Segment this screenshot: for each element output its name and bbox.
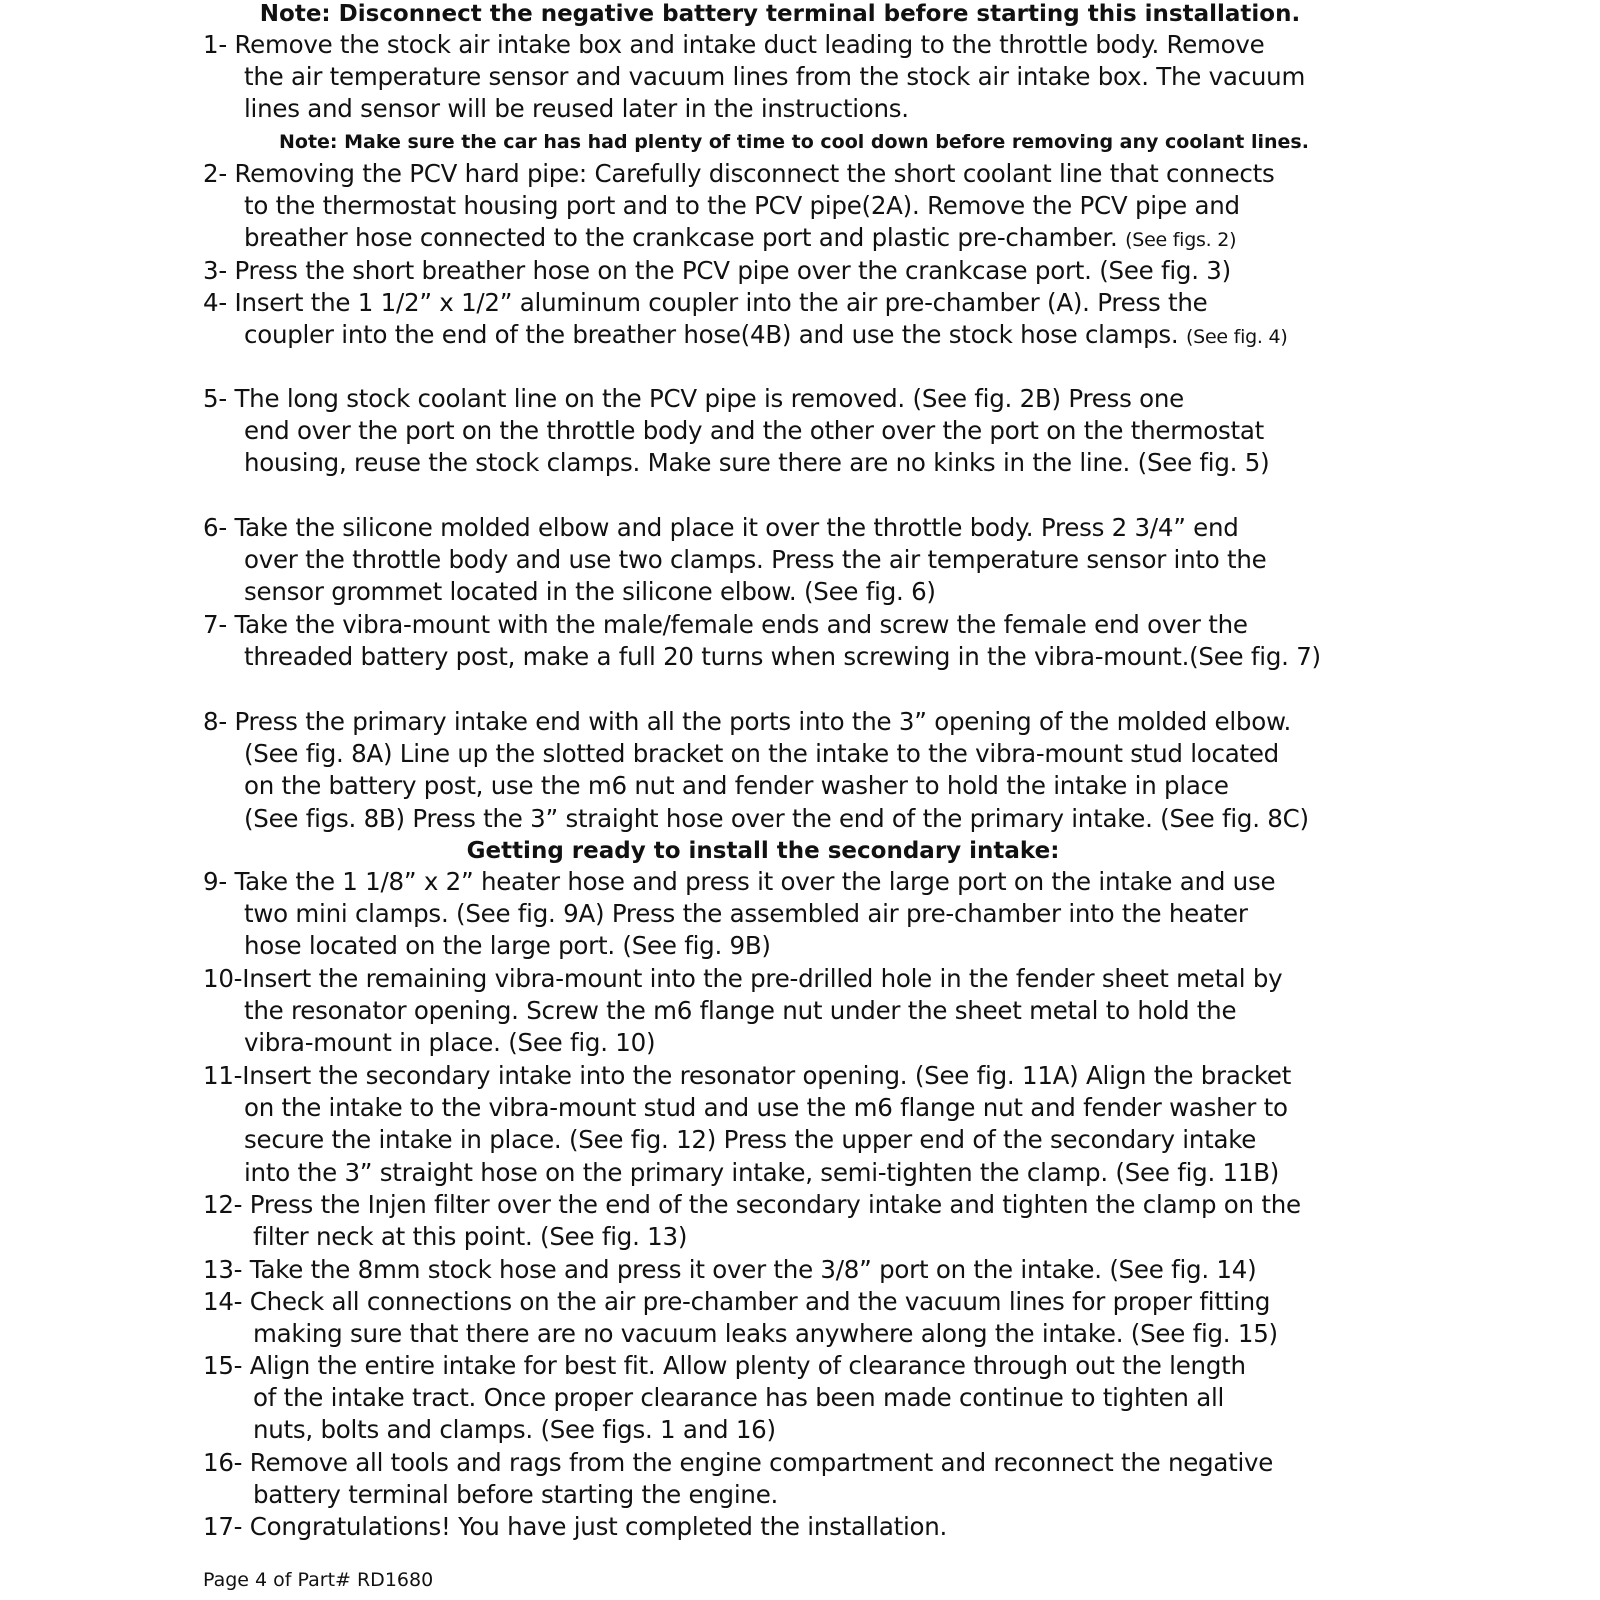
- step-7: [203, 609, 1403, 673]
- step-15: [203, 1350, 1403, 1447]
- step-line: 11-Insert the secondary intake into the resonator opening. (See fig. 11A) Align the bracket: [203, 1061, 1292, 1090]
- step-line: 13- Take the 8mm stock hose and press it over the 3/8” port on the intake. (See fig. 14): [203, 1255, 1257, 1284]
- coolant-warning-note: Note: Make sure the car has had plenty of time to cool down before removing any coolant lines.: [279, 131, 1309, 153]
- step-3: [203, 255, 1403, 287]
- step-line: the air temperature sensor and vacuum lines from the stock air intake box. The vacuum: [244, 62, 1306, 92]
- step-line: 16- Remove all tools and rags from the engine compartment and reconnect the negative: [203, 1448, 1274, 1477]
- step-text: breather hose connected to the crankcase port and plastic pre-chamber.: [244, 223, 1118, 253]
- step-line: 5- The long stock coolant line on the PCV pipe is removed. (See fig. 2B) Press one: [203, 384, 1184, 413]
- step-line: 2- Removing the PCV hard pipe: Carefully disconnect the short coolant line that connects: [203, 159, 1275, 188]
- step-line: 3- Press the short breather hose on the PCV pipe over the crankcase port. (See fig. 3): [203, 256, 1231, 285]
- step-10: [203, 963, 1403, 1060]
- step-line: sensor grommet located in the silicone elbow. (See fig. 6): [244, 577, 936, 607]
- step-line: 8- Press the primary intake end with all the ports into the 3” opening of the molded elbow.: [203, 707, 1292, 736]
- step-line: the resonator opening. Screw the m6 flange nut under the sheet metal to hold the: [244, 996, 1237, 1026]
- step-line: hose located on the large port. (See fig. 9B): [244, 931, 771, 961]
- step-line: end over the port on the throttle body and the other over the port on the thermostat: [244, 416, 1264, 446]
- step-line: 7- Take the vibra-mount with the male/female ends and screw the female end over the: [203, 610, 1248, 639]
- step-line: [203, 222, 1403, 256]
- step-line: over the throttle body and use two clamps. Press the air temperature sensor into the: [244, 545, 1267, 575]
- step-line: secure the intake in place. (See fig. 12) Press the upper end of the secondary intake: [244, 1125, 1257, 1155]
- step-9: [203, 866, 1403, 963]
- step-line: lines and sensor will be reused later in the instructions.: [244, 94, 909, 124]
- step-8: [203, 706, 1403, 835]
- step-1: [203, 29, 1403, 126]
- step-line: two mini clamps. (See fig. 9A) Press the assembled air pre-chamber into the heater: [244, 899, 1248, 929]
- step-17: [203, 1511, 1403, 1543]
- step-line: (See figs. 8B) Press the 3” straight hose over the end of the primary intake. (See fig. 8C): [244, 803, 1309, 833]
- step-line: threaded battery post, make a full 20 turns when screwing in the vibra-mount.(See fig. 7): [244, 642, 1321, 672]
- step-13: [203, 1254, 1403, 1286]
- step-line: 15- Align the entire intake for best fit. Allow plenty of clearance through out the length: [203, 1351, 1246, 1380]
- step-line: housing, reuse the stock clamps. Make sure there are no kinks in the line. (See fig. 5): [244, 448, 1270, 478]
- step-line: on the intake to the vibra-mount stud and use the m6 flange nut and fender washer to: [244, 1093, 1288, 1123]
- step-4: [203, 287, 1403, 353]
- step-12: [203, 1189, 1403, 1253]
- figure-reference: (See fig. 4): [1186, 326, 1288, 349]
- step-line: making sure that there are no vacuum leaks anywhere along the intake. (See fig. 15): [253, 1319, 1278, 1349]
- step-line: 12- Press the Injen filter over the end of the secondary intake and tighten the clamp on the: [203, 1190, 1301, 1219]
- step-2: [203, 158, 1403, 257]
- step-line: 10-Insert the remaining vibra-mount into the pre-drilled hole in the fender sheet metal by: [203, 964, 1283, 993]
- figure-reference: (See figs. 2): [1125, 229, 1237, 252]
- step-16: [203, 1447, 1403, 1511]
- step-line: (See fig. 8A) Line up the slotted bracket on the intake to the vibra-mount stud located: [244, 739, 1279, 769]
- step-line: 1- Remove the stock air intake box and intake duct leading to the throttle body. Remove: [203, 30, 1265, 59]
- step-14: [203, 1286, 1403, 1350]
- step-line: 9- Take the 1 1/8” x 2” heater hose and press it over the large port on the intake and use: [203, 867, 1276, 896]
- step-line: of the intake tract. Once proper clearance has been made continue to tighten all: [253, 1383, 1225, 1413]
- step-line: [203, 319, 1403, 353]
- step-line: 17- Congratulations! You have just completed the installation.: [203, 1512, 948, 1541]
- step-text: coupler into the end of the breather hose(4B) and use the stock hose clamps.: [244, 320, 1179, 350]
- step-line: on the battery post, use the m6 nut and fender washer to hold the intake in place: [244, 771, 1229, 801]
- step-line: into the 3” straight hose on the primary intake, semi-tighten the clamp. (See fig. 11B): [244, 1157, 1280, 1187]
- step-line: to the thermostat housing port and to the PCV pipe(2A). Remove the PCV pipe and: [244, 191, 1240, 221]
- step-line: battery terminal before starting the engine.: [253, 1480, 779, 1510]
- step-5: [203, 383, 1403, 480]
- section-heading: Getting ready to install the secondary intake:: [466, 838, 1060, 864]
- step-line: filter neck at this point. (See fig. 13): [253, 1222, 688, 1252]
- step-line: nuts, bolts and clamps. (See figs. 1 and 16): [253, 1415, 776, 1445]
- step-11: [203, 1060, 1403, 1189]
- step-line: 6- Take the silicone molded elbow and place it over the throttle body. Press 2 3/4” end: [203, 513, 1239, 542]
- battery-warning-note: Note: Disconnect the negative battery terminal before starting this installation.: [259, 1, 1301, 27]
- step-line: 14- Check all connections on the air pre-chamber and the vacuum lines for proper fitting: [203, 1287, 1271, 1316]
- page-footer: Page 4 of Part# RD1680: [203, 1569, 434, 1591]
- step-line: 4- Insert the 1 1/2” x 1/2” aluminum coupler into the air pre-chamber (A). Press the: [203, 288, 1208, 317]
- step-6: [203, 512, 1403, 609]
- step-line: vibra-mount in place. (See fig. 10): [244, 1028, 656, 1058]
